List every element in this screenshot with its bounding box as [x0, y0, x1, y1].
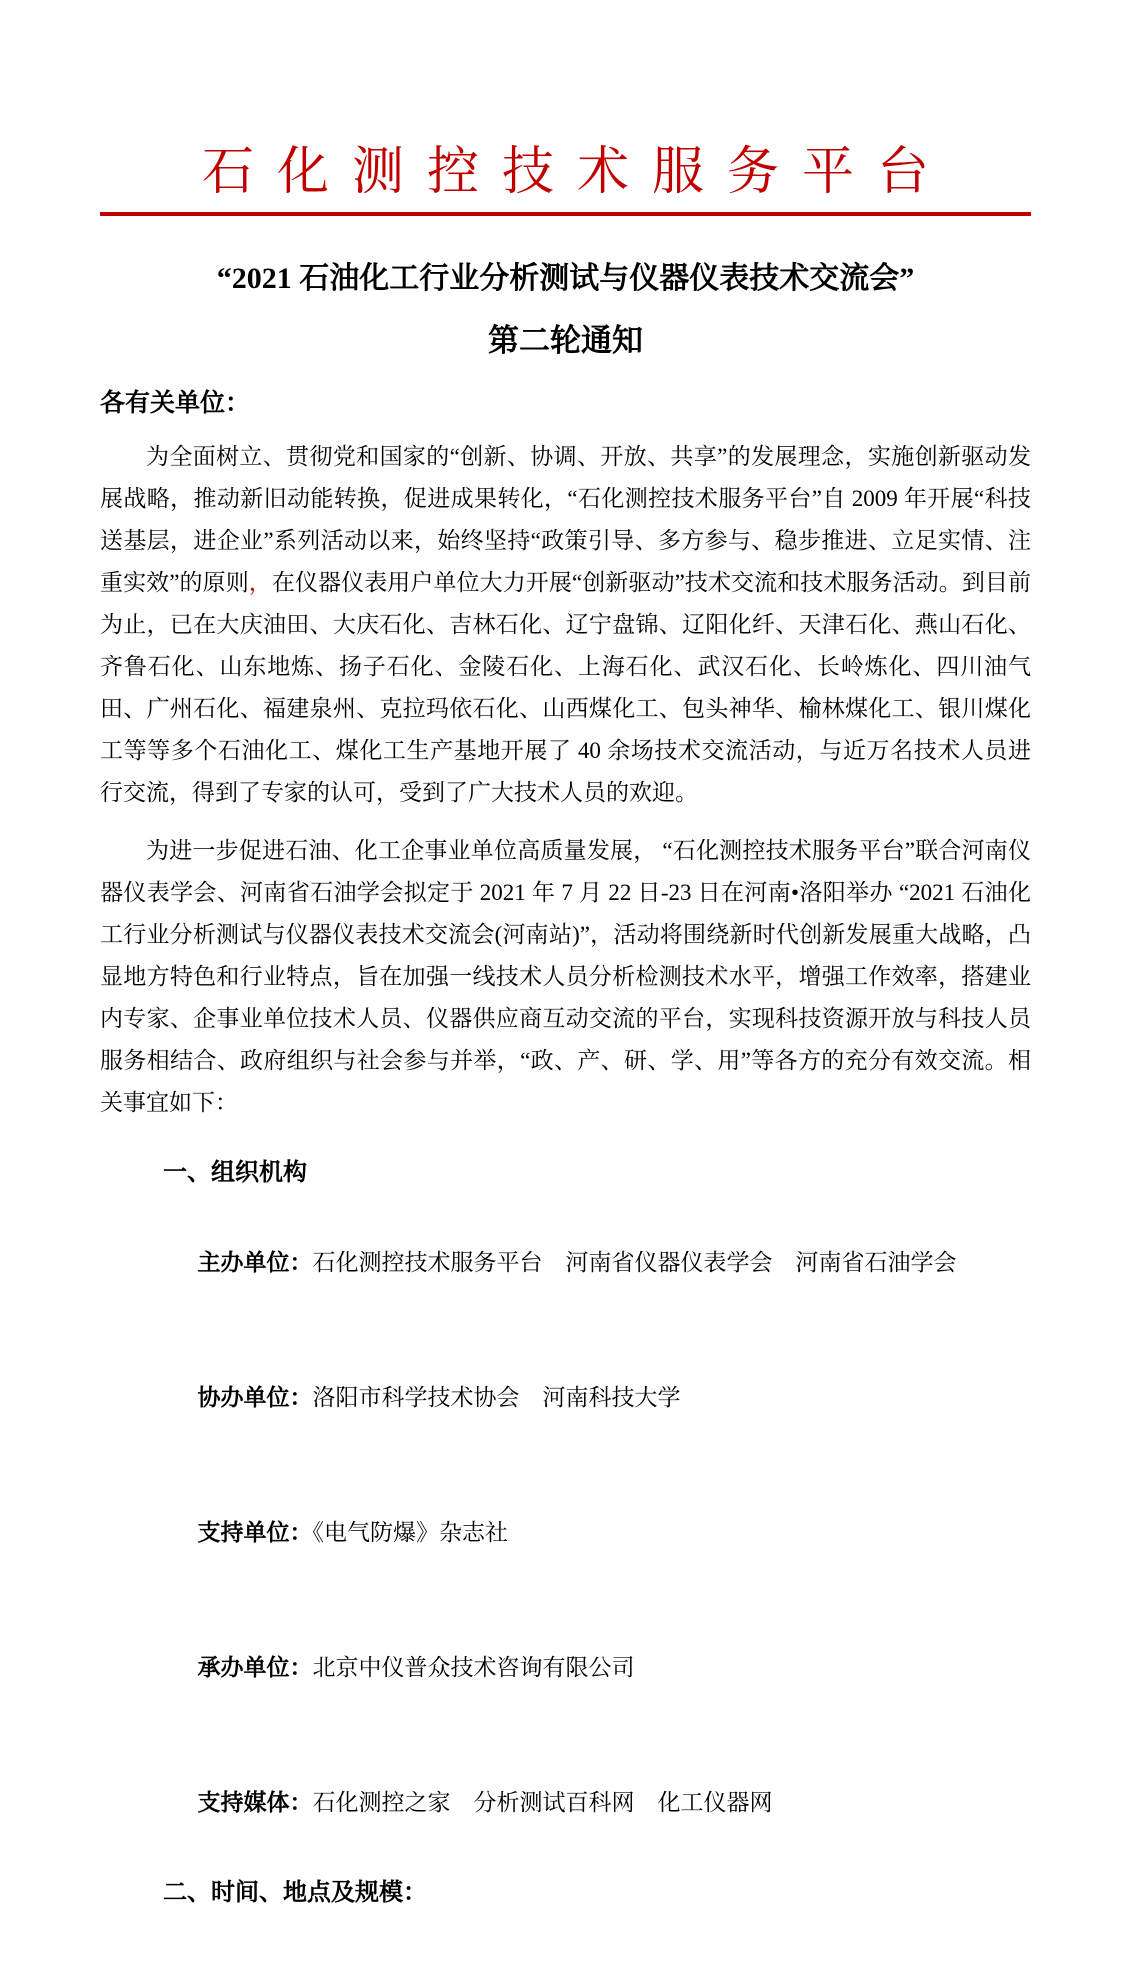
org-item-undertaker-value: 北京中仪普众技术咨询有限公司	[312, 1655, 635, 1680]
org-item-supporting-unit	[163, 1465, 1031, 1600]
org-item-coorganizer-label: 协办单位：	[197, 1384, 313, 1410]
masthead-divider-rule	[100, 212, 1031, 216]
paragraph-1-text-after: 在仪器仪表用户单位大力开展“创新驱动”技术交流和技术服务活动。到目前为止，已在大庆油田、大庆石化、吉林石化、辽宁盘锦、辽阳化纤、天津石化、燕山石化、齐鲁石化、山东地炼、扬子石化、金陵石化、上海石化、武汉石化、长岭炼化、四川油气田、广州石化、福建泉州、克拉玛依石化、山西煤化工、包头神华、榆林煤化工、银川煤化工等等多个石油化工、煤化工生产基地开展了 40 余场技术交流活动，与近万名技术人员进行交流，得到了专家的认可，受到了广大技术人员的欢迎。	[100, 570, 1032, 805]
org-item-host-label: 主办单位：	[197, 1249, 313, 1275]
org-item-supporting-media	[163, 1735, 1031, 1870]
salutation: 各有关单位：	[100, 389, 251, 417]
org-item-supporting-unit-value: 《电气防爆》杂志社	[312, 1520, 508, 1545]
paragraph-1-red-comma: ，	[248, 570, 272, 595]
org-item-undertaker	[163, 1600, 1031, 1735]
org-item-host-value: 石化测控技术服务平台 河南省仪器仪表学会 河南省石油学会	[312, 1250, 957, 1275]
org-item-supporting-media-value: 石化测控之家 分析测试百科网 化工仪器网	[312, 1790, 773, 1815]
section-heading-time-place-scale: 二、时间、地点及规模：	[163, 1879, 427, 1906]
document-title: “2021 石油化工行业分析测试与仪器仪表技术交流会”	[216, 262, 915, 295]
paragraph-2: 为进一步促进石油、化工企事业单位高质量发展， “石化测控技术服务平台”联合河南仪器仪表学会、河南省石油学会拟定于 2021 年 7 月 22 日-23 日在河南•洛阳举办 “2021 石油化工行业分析测试与仪器仪表技术交流会(河南站)”，活动将围绕新时代创新发展重大战略，凸显地方特色和行业特点，旨在加强一线技术人员分析检测技术水平，增强工作效率，搭建业内专家、企事业单位技术人员、仪器供应商互动交流的平台，实现科技资源开放与科技人员服务相结合、政府组织与社会参与并举，“政、产、研、学、用”等各方的充分有效交流。相关事宜如下：	[100, 838, 1031, 1115]
masthead-title: 石化测控技术服务平台	[201, 144, 952, 201]
section-heading-organization: 一、组织机构	[163, 1159, 307, 1186]
document-subtitle: 第二轮通知	[488, 323, 643, 358]
organization-list	[100, 1195, 1031, 1870]
org-item-supporting-media-label: 支持媒体：	[197, 1789, 313, 1815]
paragraph-1	[100, 436, 1031, 814]
org-item-coorganizer-value: 洛阳市科学技术协会 河南科技大学	[312, 1385, 681, 1410]
paragraph-1-text-before: 为全面树立、贯彻党和国家的“创新、协调、开放、共享”的发展理念，实施创新驱动发展战略，推动新旧动能转换，促进成果转化，“石化测控技术服务平台”自 2009 年开展“科技送基层，进企业”系列活动以来，始终坚持“政策引导、多方参与、稳步推进、立足实情、注重实效”的原则	[100, 444, 1031, 595]
org-item-coorganizer	[163, 1330, 1031, 1465]
org-item-host	[163, 1195, 1031, 1330]
org-item-supporting-unit-label: 支持单位：	[197, 1519, 313, 1545]
org-item-undertaker-label: 承办单位：	[197, 1654, 313, 1680]
